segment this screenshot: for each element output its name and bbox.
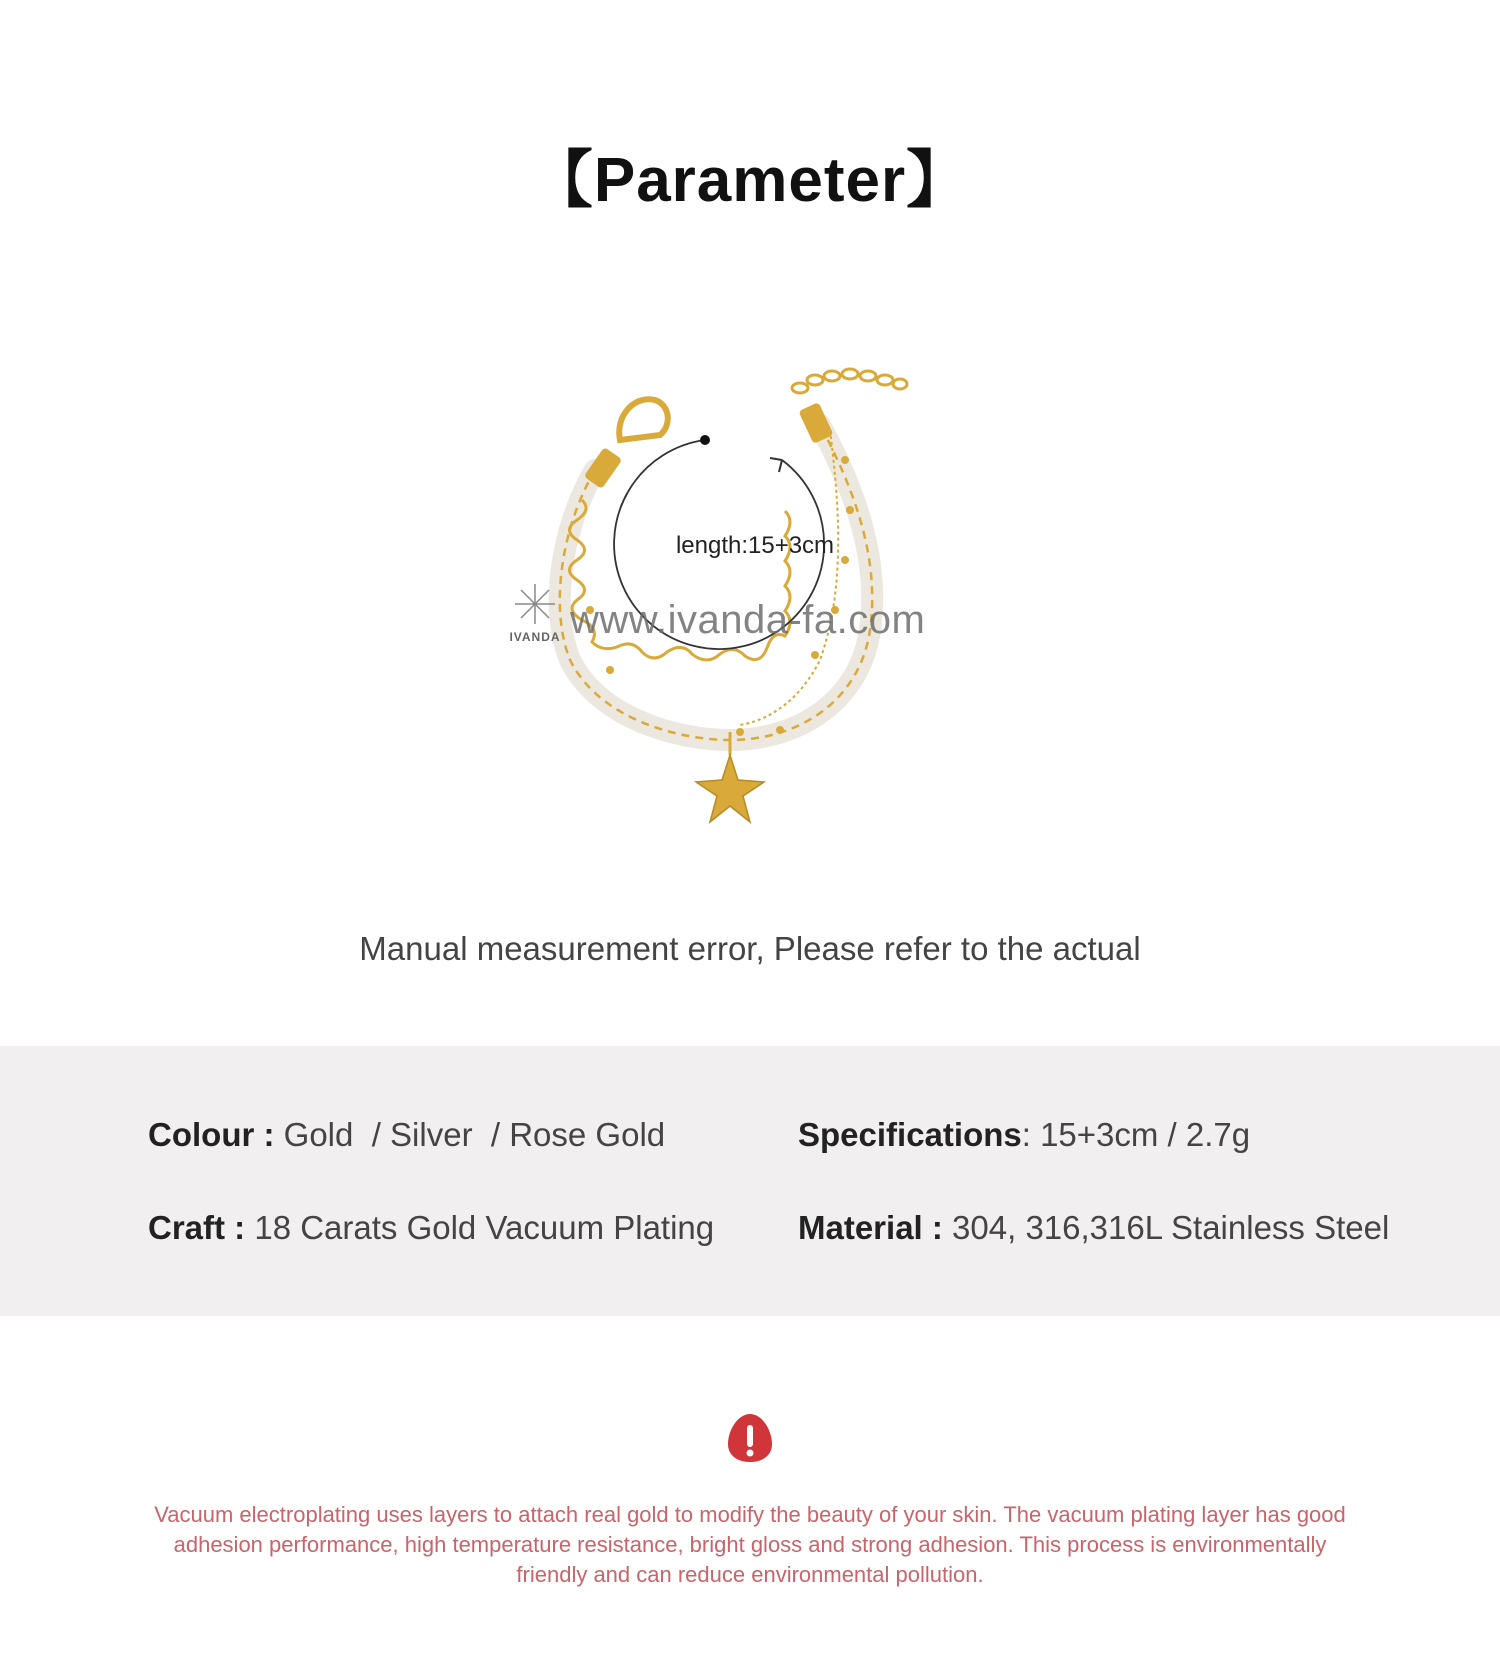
spec-material-value: 304, 316,316L Stainless Steel [952, 1209, 1390, 1246]
spec-specifications [798, 1116, 1250, 1154]
spec-specifications-key: Specifications [798, 1116, 1022, 1153]
brand-logo [505, 580, 565, 650]
spec-specifications-value: : 15+3cm / 2.7g [1021, 1116, 1251, 1153]
spec-material-key: Material : [798, 1209, 943, 1246]
length-label: length:15+3cm [675, 532, 835, 559]
watermark-url: www.ivanda-fa.com [570, 598, 926, 642]
bracelet-image [500, 360, 960, 830]
spec-colour-key: Colour : [148, 1116, 275, 1153]
measurement-note: Manual measurement error, Please refer to the actual [359, 930, 1141, 967]
page-title: 【Parameter】 [530, 146, 970, 215]
spec-band [0, 1046, 1500, 1316]
spec-colour [148, 1116, 665, 1154]
spec-craft [148, 1209, 714, 1247]
exclamation-icon [726, 1412, 774, 1464]
spec-craft-key: Craft : [148, 1209, 246, 1246]
spec-material [798, 1209, 1389, 1247]
brand-name: IVANDA [509, 630, 561, 644]
spec-colour-value: Gold / Silver / Rose Gold [283, 1116, 666, 1153]
plating-disclaimer: Vacuum electroplating uses layers to attach real gold to modify the beauty of your skin. The vacuum plating layer has good adhesion performance, high temperature resistance, bright gloss and strong adhesion. This process is environmentally friendly and can reduce environmental pollution. [154, 1502, 1346, 1587]
spec-craft-value: 18 Carats Gold Vacuum Plating [254, 1209, 715, 1246]
star-logo-icon [505, 580, 565, 628]
